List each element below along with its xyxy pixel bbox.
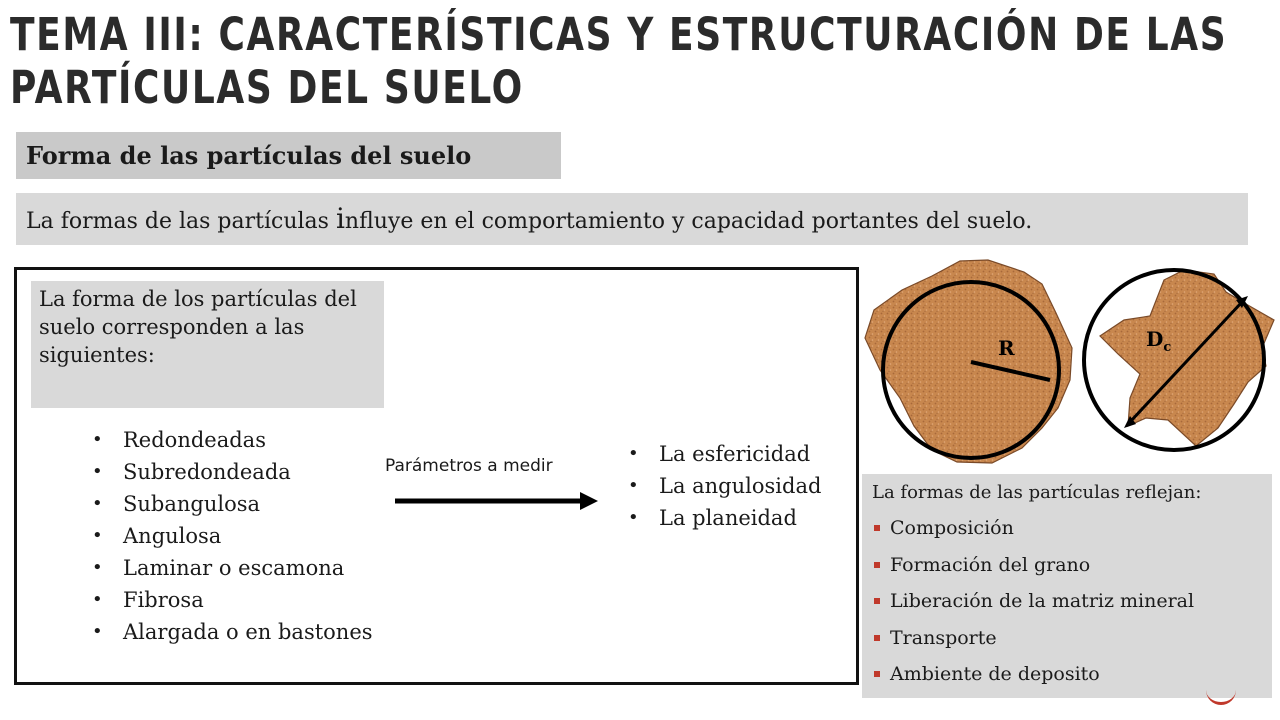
- reflects-panel: [862, 474, 1272, 698]
- arrow-label: Parámetros a medir: [385, 456, 553, 476]
- slide-decoration: [1206, 682, 1236, 705]
- diameter-label-main: D: [1146, 327, 1164, 351]
- rounded-particle: [865, 260, 1072, 463]
- particle-illustration: [862, 258, 1280, 468]
- intro-text-big-letter: i: [335, 202, 345, 235]
- list-item: • Laminar o escamona: [92, 552, 373, 584]
- list-item: Liberación de la matriz mineral: [872, 583, 1262, 620]
- parameter-list: [628, 438, 821, 534]
- list-item: • Fibrosa: [92, 584, 373, 616]
- list-item: • Alargada o en bastones: [92, 616, 373, 648]
- slide-title: TEMA III: CARACTERÍSTICAS Y ESTRUCTURACIÓN DE LAS PARTÍCULAS DEL SUELO: [10, 8, 1228, 114]
- section-subtitle: Forma de las partículas del suelo: [16, 132, 561, 179]
- list-item: Transporte: [872, 620, 1262, 657]
- list-item: • Subangulosa: [92, 488, 373, 520]
- intro-text-start: La formas de las partículas: [26, 209, 336, 234]
- list-item: • Redondeadas: [92, 424, 373, 456]
- list-item: Ambiente de deposito: [872, 656, 1262, 693]
- list-item: Formación del grano: [872, 547, 1262, 584]
- radius-label: R: [998, 336, 1015, 360]
- list-item: • La esfericidad: [628, 438, 821, 470]
- reflects-panel-title: La formas de las partículas reflejan:: [872, 482, 1202, 503]
- list-item: • Subredondeada: [92, 456, 373, 488]
- reflects-list: [872, 510, 1262, 693]
- list-item: Composición: [872, 510, 1262, 547]
- list-item: • La angulosidad: [628, 470, 821, 502]
- list-item: • La planeidad: [628, 502, 821, 534]
- right-arrow-icon: [395, 488, 600, 514]
- list-item: • Angulosa: [92, 520, 373, 552]
- intro-text-end: nfluye en el comportamiento y capacidad portantes del suelo.: [344, 209, 1033, 234]
- intro-text: [16, 193, 1248, 245]
- shape-list: [92, 424, 373, 648]
- diameter-label-subscript: c: [1163, 340, 1172, 355]
- shapes-box-heading: La forma de los partículas del suelo corresponden a las siguientes:: [31, 281, 384, 408]
- angular-particle: [1084, 270, 1274, 450]
